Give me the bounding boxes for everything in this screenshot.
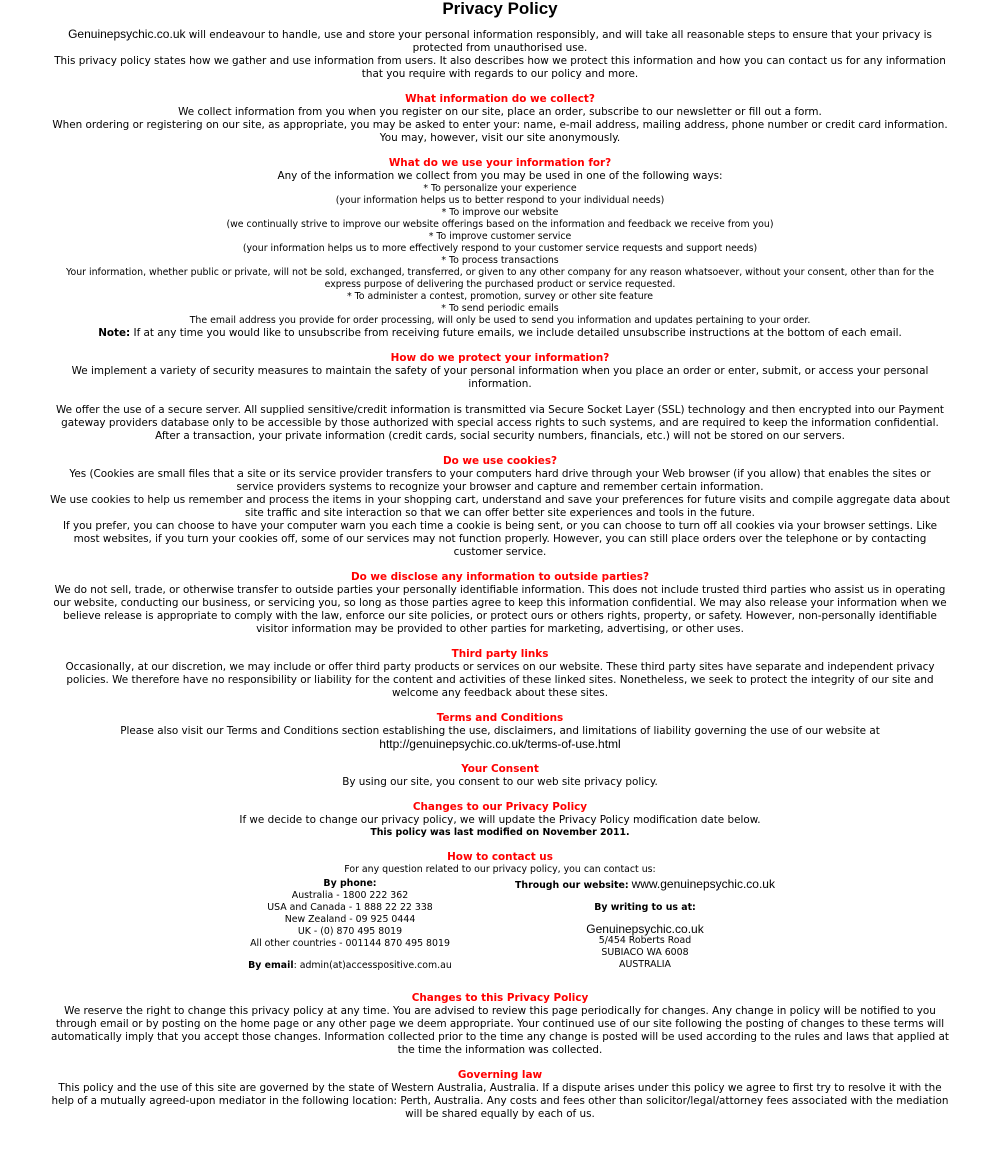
contact-phone-column	[205, 878, 495, 972]
terms-section	[50, 712, 950, 751]
use-line: * To personalize your experience	[423, 183, 577, 194]
collect-paragraph-1: We collect information from you when you register on our site, place an order, subscribe to our newsletter or fill out a form.	[178, 106, 822, 118]
governing-section	[50, 1069, 950, 1121]
cookies-paragraph-2: We use cookies to help us remember and process the items in your shopping cart, understand and save your preferences for future visits and compile aggregate data about site traffic and site interaction so that we can offer better site experiences and tools in the future.	[50, 494, 950, 519]
spacer	[205, 950, 495, 960]
spacer	[50, 391, 950, 404]
collect-section	[50, 93, 950, 145]
email-value: : admin(at)accesspositive.com.au	[293, 960, 452, 971]
use-line: * To send periodic emails	[441, 303, 559, 314]
address-line: AUSTRALIA	[619, 959, 671, 970]
web-label: Through our website:	[515, 880, 629, 891]
cookies-section	[50, 455, 950, 559]
protect-paragraph-2: We offer the use of a secure server. All supplied sensitive/credit information is transmitted via Secure Socket Layer (SSL) technology and then encrypted into our Payment gateway providers database only to be accessible by those authorized with special access rights to such systems, and are required to keep the information confidential.	[55, 404, 944, 429]
section-heading-governing: Governing law	[457, 1069, 543, 1081]
use-section	[50, 157, 950, 340]
intro-paragraph-2: This privacy policy states how we gather and use information from users. It also describes how we protect this information and how you can contact us for any information that you require with regards to our policy and more.	[54, 55, 946, 80]
phone-line: Australia - 1800 222 362	[291, 890, 409, 901]
changes-policy-paragraph: We reserve the right to change this privacy policy at any time. You are advised to review this page periodically for changes. Any change in policy will be notified to you through email or by posting on the home page or any other page we deem appropriate. Your continued use of our site following the posting of changes to these terms will automatically imply that you accept those changes. Information collected prior to the time any change is posted will be used according to the rules and laws that applied at the time the information was collected.	[50, 1005, 949, 1056]
use-line: (we continually strive to improve our website offerings based on the information and feedback we receive from you)	[226, 219, 774, 230]
note-paragraph	[50, 327, 950, 340]
terms-url-link[interactable]: http://genuinepsychic.co.uk/terms-of-use.html	[379, 737, 621, 751]
phone-line: UK - (0) 870 495 8019	[297, 926, 403, 937]
collect-paragraph-2: When ordering or registering on our site, as appropriate, you may be asked to enter your: name, e-mail address, mailing address, phone number or credit card information. You may, however, visit our site anonymously.	[52, 119, 948, 144]
phone-line: USA and Canada - 1 888 22 22 338	[267, 902, 433, 913]
changes-paragraph: If we decide to change our privacy policy, we will update the Privacy Policy modification date below.	[239, 814, 761, 826]
section-heading-changes-policy: Changes to this Privacy Policy	[411, 992, 589, 1004]
disclose-paragraph: We do not sell, trade, or otherwise transfer to outside parties your personally identifiable information. This does not include trusted third parties who assist us in operating our website, conducting our business, or servicing you, so long as those parties agree to keep this information confidential. We may also release your information when we believe release is appropriate to comply with the law, enforce our site policies, or protect ours or others rights, property, or safety. However, non-personally identifiable visitor information may be provided to other parties for marketing, advertising, or other uses.	[53, 584, 947, 635]
section-heading-protect: How do we protect your information?	[390, 352, 610, 364]
consent-paragraph: By using our site, you consent to our web site privacy policy.	[342, 776, 658, 788]
write-company: Genuinepsychic.co.uk	[586, 922, 704, 936]
website-link[interactable]: www.genuinepsychic.co.uk	[631, 877, 775, 891]
protect-section	[50, 352, 950, 443]
address-line: 5/454 Roberts Road	[598, 935, 692, 946]
changes-section	[50, 801, 950, 839]
use-line: The email address you provide for order processing, will only be used to send you information and updates pertaining to your order.	[189, 315, 811, 326]
cookies-paragraph-1: Yes (Cookies are small files that a site or its service provider transfers to your computers hard drive through your Web browser (if you allow) that enables the sites or service providers systems to recognize your browser and capture and remember certain information.	[69, 468, 931, 493]
phone-label: By phone:	[323, 878, 377, 889]
intro-paragraph	[50, 28, 950, 55]
section-heading-terms: Terms and Conditions	[436, 712, 564, 724]
intro-text: will endeavour to handle, use and store your personal information responsibly, and will take all reasonable steps to ensure that your privacy is protected from unauthorised use.	[185, 29, 932, 54]
disclose-section	[50, 571, 950, 636]
third-party-section	[50, 648, 950, 700]
note-text: If at any time you would like to unsubscribe from receiving future emails, we include detailed unsubscribe instructions at the bottom of each email.	[130, 327, 902, 339]
use-line: Your information, whether public or private, will not be sold, exchanged, transferred, or given to any other company for any reason whatsoever, without your consent, other than for the express purpose of delivering the purchased product or service requested.	[65, 267, 935, 290]
use-list	[50, 183, 950, 327]
section-heading-third-party: Third party links	[451, 648, 549, 660]
email-line	[205, 960, 495, 972]
address-line: SUBIACO WA 6008	[601, 947, 689, 958]
intro-section	[50, 28, 950, 81]
changes-policy-section	[50, 992, 950, 1057]
use-intro: Any of the information we collect from you may be used in one of the following ways:	[277, 170, 723, 182]
use-line: * To improve customer service	[428, 231, 572, 242]
section-heading-disclose: Do we disclose any information to outside parties?	[350, 571, 650, 583]
section-heading-collect: What information do we collect?	[405, 93, 595, 105]
section-heading-changes: Changes to our Privacy Policy	[412, 801, 588, 813]
privacy-policy-page	[50, 0, 950, 1121]
spacer	[495, 892, 795, 902]
governing-paragraph: This policy and the use of this site are governed by the state of Western Australia, Australia. If a dispute arises under this policy we agree to first try to resolve it with the help of a mutually agreed-upon mediator in the following location: Perth, Australia. Any costs and fees other than solicitor/legal/attorney fees associated with the mediation will be shared equally by each of us.	[51, 1082, 949, 1120]
email-label: By email	[248, 960, 294, 971]
contact-columns	[50, 878, 950, 972]
page-title: Privacy Policy	[442, 0, 558, 18]
protect-paragraph-3: After a transaction, your private information (credit cards, social security numbers, financials, etc.) will not be stored on our servers.	[155, 430, 845, 442]
use-line: * To administer a contest, promotion, survey or other site feature	[346, 291, 654, 302]
section-heading-use: What do we use your information for?	[388, 157, 612, 169]
use-line: (your information helps us to better respond to your individual needs)	[335, 195, 665, 206]
contact-section	[50, 851, 950, 972]
use-line: (your information helps us to more effectively respond to your customer service requests and support needs)	[242, 243, 758, 254]
consent-section	[50, 763, 950, 789]
write-label: By writing to us at:	[594, 902, 696, 913]
site-name: Genuinepsychic.co.uk	[68, 27, 186, 41]
phone-line: All other countries - 001144 870 495 8019	[250, 938, 450, 949]
phone-line: New Zealand - 09 925 0444	[284, 914, 416, 925]
terms-paragraph: Please also visit our Terms and Conditions section establishing the use, disclaimers, and limitations of liability governing the use of our website at	[120, 725, 880, 737]
section-heading-contact: How to contact us	[447, 851, 553, 863]
contact-web-column	[495, 878, 795, 972]
web-line	[495, 878, 795, 892]
contact-intro: For any question related to our privacy policy, you can contact us:	[344, 864, 656, 875]
note-label: Note:	[98, 327, 131, 339]
use-line: * To improve our website	[441, 207, 559, 218]
protect-paragraph-1: We implement a variety of security measures to maintain the safety of your personal information when you place an order or enter, submit, or access your personal information.	[71, 365, 929, 390]
cookies-paragraph-3: If you prefer, you can choose to have your computer warn you each time a cookie is being sent, or you can choose to turn off all cookies via your browser settings. Like most websites, if you turn your cookies off, some of our services may not function properly. However, you can still place orders over the telephone or by contacting customer service.	[62, 520, 938, 558]
section-heading-cookies: Do we use cookies?	[442, 455, 558, 467]
section-heading-consent: Your Consent	[461, 763, 539, 775]
third-party-paragraph: Occasionally, at our discretion, we may include or offer third party products or services on our website. These third party sites have separate and independent privacy policies. We therefore have no responsibility or liability for the content and activities of these linked sites. Nonetheless, we seek to protect the integrity of our site and welcome any feedback about these sites.	[65, 661, 935, 699]
use-line: * To process transactions	[441, 255, 559, 266]
last-modified: This policy was last modified on November 2011.	[370, 827, 630, 838]
